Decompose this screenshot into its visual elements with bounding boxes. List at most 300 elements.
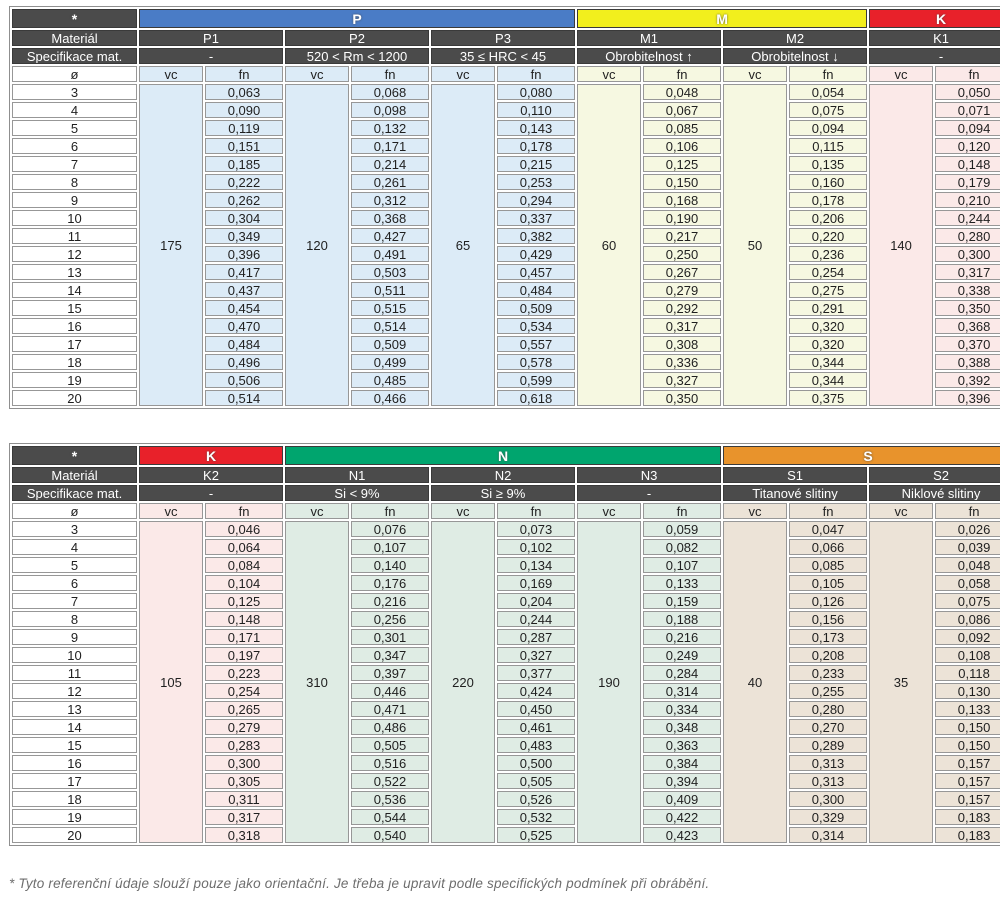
diameter-cell: 8	[12, 174, 137, 190]
fn-value-cell: 0,327	[643, 372, 721, 388]
fn-value-cell: 0,134	[497, 557, 575, 573]
fn-value-cell: 0,470	[205, 318, 283, 334]
fn-value-cell: 0,466	[351, 390, 429, 406]
diameter-cell: 18	[12, 791, 137, 807]
fn-value-cell: 0,082	[643, 539, 721, 555]
diameter-header-cell: ø	[12, 503, 137, 519]
vc-value-N2: 220	[431, 521, 495, 843]
diameter-cell: 3	[12, 521, 137, 537]
vc-value-K1: 140	[869, 84, 933, 406]
fn-header-K1: fn	[935, 66, 1000, 82]
fn-value-cell: 0,125	[643, 156, 721, 172]
diameter-header-cell: ø	[12, 66, 137, 82]
fn-value-cell: 0,133	[935, 701, 1000, 717]
vc-value-N3: 190	[577, 521, 641, 843]
fn-value-cell: 0,505	[351, 737, 429, 753]
fn-value-cell: 0,071	[935, 102, 1000, 118]
fn-value-cell: 0,396	[205, 246, 283, 262]
cutting-data-table-1	[9, 6, 1000, 409]
spec-K1: -	[869, 48, 1000, 64]
cutting-data-table-2	[9, 443, 1000, 846]
fn-value-cell: 0,314	[789, 827, 867, 843]
fn-value-cell: 0,125	[205, 593, 283, 609]
vc-header-S2: vc	[869, 503, 933, 519]
fn-value-cell: 0,368	[351, 210, 429, 226]
spec-P3: 35 ≤ HRC < 45	[431, 48, 575, 64]
fn-value-cell: 0,244	[935, 210, 1000, 226]
fn-value-cell: 0,085	[643, 120, 721, 136]
fn-value-cell: 0,514	[351, 318, 429, 334]
fn-value-cell: 0,397	[351, 665, 429, 681]
fn-value-cell: 0,064	[205, 539, 283, 555]
vc-value-P2: 120	[285, 84, 349, 406]
band-header-K: K	[869, 9, 1000, 28]
fn-value-cell: 0,085	[789, 557, 867, 573]
fn-value-cell: 0,422	[643, 809, 721, 825]
fn-value-cell: 0,363	[643, 737, 721, 753]
band-header-S: S	[723, 446, 1000, 465]
fn-value-cell: 0,578	[497, 354, 575, 370]
fn-value-cell: 0,505	[497, 773, 575, 789]
diameter-cell: 12	[12, 246, 137, 262]
fn-value-cell: 0,169	[497, 575, 575, 591]
fn-value-cell: 0,108	[935, 647, 1000, 663]
fn-value-cell: 0,216	[351, 593, 429, 609]
diameter-cell: 13	[12, 264, 137, 280]
spec-N3: -	[577, 485, 721, 501]
spec-row-label: Specifikace mat.	[12, 48, 137, 64]
material-row-label: Materiál	[12, 30, 137, 46]
fn-value-cell: 0,171	[205, 629, 283, 645]
fn-value-cell: 0,254	[789, 264, 867, 280]
fn-value-cell: 0,250	[643, 246, 721, 262]
fn-value-cell: 0,059	[643, 521, 721, 537]
fn-value-cell: 0,214	[351, 156, 429, 172]
fn-value-cell: 0,190	[643, 210, 721, 226]
fn-value-cell: 0,446	[351, 683, 429, 699]
material-name-K2: K2	[139, 467, 283, 483]
fn-value-cell: 0,536	[351, 791, 429, 807]
fn-value-cell: 0,503	[351, 264, 429, 280]
fn-value-cell: 0,075	[935, 593, 1000, 609]
fn-value-cell: 0,092	[935, 629, 1000, 645]
fn-value-cell: 0,485	[351, 372, 429, 388]
vc-header-N2: vc	[431, 503, 495, 519]
fn-value-cell: 0,496	[205, 354, 283, 370]
fn-value-cell: 0,140	[351, 557, 429, 573]
fn-value-cell: 0,157	[935, 791, 1000, 807]
fn-value-cell: 0,110	[497, 102, 575, 118]
fn-value-cell: 0,522	[351, 773, 429, 789]
star-header-cell: *	[12, 9, 137, 28]
fn-value-cell: 0,253	[497, 174, 575, 190]
fn-value-cell: 0,063	[205, 84, 283, 100]
fn-header-S2: fn	[935, 503, 1000, 519]
fn-value-cell: 0,280	[935, 228, 1000, 244]
tables-container	[9, 6, 991, 846]
fn-value-cell: 0,150	[935, 737, 1000, 753]
fn-value-cell: 0,249	[643, 647, 721, 663]
fn-value-cell: 0,148	[935, 156, 1000, 172]
diameter-cell: 14	[12, 719, 137, 735]
spec-N1: Si < 9%	[285, 485, 429, 501]
fn-value-cell: 0,058	[935, 575, 1000, 591]
fn-value-cell: 0,094	[789, 120, 867, 136]
spec-P2: 520 < Rm < 1200	[285, 48, 429, 64]
diameter-cell: 15	[12, 300, 137, 316]
diameter-cell: 18	[12, 354, 137, 370]
diameter-cell: 8	[12, 611, 137, 627]
fn-value-cell: 0,233	[789, 665, 867, 681]
spec-P1: -	[139, 48, 283, 64]
fn-value-cell: 0,222	[205, 174, 283, 190]
fn-value-cell: 0,183	[935, 827, 1000, 843]
fn-value-cell: 0,599	[497, 372, 575, 388]
diameter-cell: 17	[12, 336, 137, 352]
fn-value-cell: 0,280	[789, 701, 867, 717]
table-row	[12, 521, 1000, 537]
material-name-S2: S2	[869, 467, 1000, 483]
fn-value-cell: 0,437	[205, 282, 283, 298]
fn-value-cell: 0,183	[935, 809, 1000, 825]
fn-value-cell: 0,486	[351, 719, 429, 735]
fn-value-cell: 0,491	[351, 246, 429, 262]
fn-header-N3: fn	[643, 503, 721, 519]
material-name-P1: P1	[139, 30, 283, 46]
spec-M2: Obrobitelnost ↓	[723, 48, 867, 64]
fn-value-cell: 0,457	[497, 264, 575, 280]
diameter-cell: 5	[12, 120, 137, 136]
fn-value-cell: 0,151	[205, 138, 283, 154]
fn-value-cell: 0,119	[205, 120, 283, 136]
fn-value-cell: 0,185	[205, 156, 283, 172]
material-name-N3: N3	[577, 467, 721, 483]
fn-value-cell: 0,305	[205, 773, 283, 789]
fn-value-cell: 0,106	[643, 138, 721, 154]
fn-header-P2: fn	[351, 66, 429, 82]
fn-value-cell: 0,157	[935, 773, 1000, 789]
fn-value-cell: 0,216	[643, 629, 721, 645]
fn-value-cell: 0,039	[935, 539, 1000, 555]
diameter-cell: 16	[12, 318, 137, 334]
fn-value-cell: 0,287	[497, 629, 575, 645]
fn-header-M2: fn	[789, 66, 867, 82]
fn-value-cell: 0,178	[789, 192, 867, 208]
fn-value-cell: 0,394	[643, 773, 721, 789]
fn-value-cell: 0,515	[351, 300, 429, 316]
fn-value-cell: 0,499	[351, 354, 429, 370]
vc-header-P3: vc	[431, 66, 495, 82]
fn-value-cell: 0,320	[789, 336, 867, 352]
vc-header-P1: vc	[139, 66, 203, 82]
diameter-cell: 7	[12, 156, 137, 172]
footnote: * Tyto referenční údaje slouží pouze jako orientační. Je třeba je upravit podle specifických podmínek při obrábění.	[9, 876, 710, 891]
material-name-S1: S1	[723, 467, 867, 483]
fn-value-cell: 0,118	[935, 665, 1000, 681]
diameter-cell: 7	[12, 593, 137, 609]
diameter-cell: 4	[12, 102, 137, 118]
fn-value-cell: 0,294	[497, 192, 575, 208]
material-row-label: Materiál	[12, 467, 137, 483]
diameter-cell: 10	[12, 647, 137, 663]
vc-value-K2: 105	[139, 521, 203, 843]
fn-value-cell: 0,256	[351, 611, 429, 627]
fn-value-cell: 0,279	[205, 719, 283, 735]
vc-header-P2: vc	[285, 66, 349, 82]
fn-value-cell: 0,148	[205, 611, 283, 627]
fn-value-cell: 0,417	[205, 264, 283, 280]
fn-value-cell: 0,506	[205, 372, 283, 388]
fn-value-cell: 0,557	[497, 336, 575, 352]
fn-value-cell: 0,338	[935, 282, 1000, 298]
fn-value-cell: 0,171	[351, 138, 429, 154]
fn-header-P3: fn	[497, 66, 575, 82]
band-header-M: M	[577, 9, 867, 28]
fn-value-cell: 0,368	[935, 318, 1000, 334]
fn-value-cell: 0,454	[205, 300, 283, 316]
diameter-cell: 9	[12, 629, 137, 645]
fn-value-cell: 0,168	[643, 192, 721, 208]
fn-value-cell: 0,160	[789, 174, 867, 190]
fn-value-cell: 0,178	[497, 138, 575, 154]
fn-value-cell: 0,301	[351, 629, 429, 645]
fn-value-cell: 0,173	[789, 629, 867, 645]
fn-value-cell: 0,143	[497, 120, 575, 136]
fn-value-cell: 0,086	[935, 611, 1000, 627]
fn-value-cell: 0,197	[205, 647, 283, 663]
spec-M1: Obrobitelnost ↑	[577, 48, 721, 64]
vc-header-N3: vc	[577, 503, 641, 519]
vc-header-S1: vc	[723, 503, 787, 519]
vc-header-K1: vc	[869, 66, 933, 82]
fn-value-cell: 0,283	[205, 737, 283, 753]
fn-value-cell: 0,120	[935, 138, 1000, 154]
band-header-K: K	[139, 446, 283, 465]
table-row	[12, 84, 1000, 100]
fn-value-cell: 0,424	[497, 683, 575, 699]
fn-header-M1: fn	[643, 66, 721, 82]
diameter-cell: 10	[12, 210, 137, 226]
diameter-cell: 15	[12, 737, 137, 753]
fn-value-cell: 0,392	[935, 372, 1000, 388]
vc-value-S1: 40	[723, 521, 787, 843]
spec-row-label: Specifikace mat.	[12, 485, 137, 501]
fn-value-cell: 0,159	[643, 593, 721, 609]
diameter-cell: 12	[12, 683, 137, 699]
fn-value-cell: 0,275	[789, 282, 867, 298]
fn-value-cell: 0,314	[643, 683, 721, 699]
spec-K2: -	[139, 485, 283, 501]
fn-value-cell: 0,377	[497, 665, 575, 681]
fn-value-cell: 0,291	[789, 300, 867, 316]
fn-value-cell: 0,107	[643, 557, 721, 573]
fn-value-cell: 0,300	[935, 246, 1000, 262]
fn-value-cell: 0,067	[643, 102, 721, 118]
fn-value-cell: 0,329	[789, 809, 867, 825]
fn-value-cell: 0,217	[643, 228, 721, 244]
fn-value-cell: 0,320	[789, 318, 867, 334]
fn-value-cell: 0,509	[351, 336, 429, 352]
fn-header-S1: fn	[789, 503, 867, 519]
vc-header-N1: vc	[285, 503, 349, 519]
fn-value-cell: 0,471	[351, 701, 429, 717]
fn-value-cell: 0,244	[497, 611, 575, 627]
fn-value-cell: 0,279	[643, 282, 721, 298]
fn-value-cell: 0,210	[935, 192, 1000, 208]
diameter-cell: 6	[12, 575, 137, 591]
band-header-P: P	[139, 9, 575, 28]
fn-value-cell: 0,344	[789, 372, 867, 388]
fn-value-cell: 0,334	[643, 701, 721, 717]
fn-header-N1: fn	[351, 503, 429, 519]
spec-S1: Titanové slitiny	[723, 485, 867, 501]
fn-value-cell: 0,311	[205, 791, 283, 807]
fn-value-cell: 0,236	[789, 246, 867, 262]
star-header-cell: *	[12, 446, 137, 465]
fn-value-cell: 0,107	[351, 539, 429, 555]
fn-value-cell: 0,054	[789, 84, 867, 100]
material-name-N1: N1	[285, 467, 429, 483]
fn-value-cell: 0,483	[497, 737, 575, 753]
fn-value-cell: 0,348	[643, 719, 721, 735]
diameter-cell: 17	[12, 773, 137, 789]
material-name-M2: M2	[723, 30, 867, 46]
fn-value-cell: 0,048	[643, 84, 721, 100]
fn-value-cell: 0,382	[497, 228, 575, 244]
vc-value-M2: 50	[723, 84, 787, 406]
fn-value-cell: 0,312	[351, 192, 429, 208]
diameter-cell: 5	[12, 557, 137, 573]
spec-N2: Si ≥ 9%	[431, 485, 575, 501]
diameter-cell: 11	[12, 228, 137, 244]
diameter-cell: 4	[12, 539, 137, 555]
material-name-N2: N2	[431, 467, 575, 483]
fn-value-cell: 0,115	[789, 138, 867, 154]
fn-value-cell: 0,544	[351, 809, 429, 825]
diameter-cell: 20	[12, 827, 137, 843]
fn-value-cell: 0,292	[643, 300, 721, 316]
vc-value-M1: 60	[577, 84, 641, 406]
diameter-cell: 6	[12, 138, 137, 154]
material-name-K1: K1	[869, 30, 1000, 46]
diameter-cell: 3	[12, 84, 137, 100]
fn-value-cell: 0,313	[789, 755, 867, 771]
vc-header-M1: vc	[577, 66, 641, 82]
fn-value-cell: 0,344	[789, 354, 867, 370]
fn-value-cell: 0,300	[789, 791, 867, 807]
fn-value-cell: 0,267	[643, 264, 721, 280]
diameter-cell: 9	[12, 192, 137, 208]
fn-value-cell: 0,484	[497, 282, 575, 298]
fn-value-cell: 0,317	[935, 264, 1000, 280]
fn-value-cell: 0,090	[205, 102, 283, 118]
fn-value-cell: 0,076	[351, 521, 429, 537]
fn-value-cell: 0,150	[935, 719, 1000, 735]
fn-value-cell: 0,080	[497, 84, 575, 100]
fn-value-cell: 0,349	[205, 228, 283, 244]
vc-header-M2: vc	[723, 66, 787, 82]
fn-value-cell: 0,300	[205, 755, 283, 771]
fn-value-cell: 0,130	[935, 683, 1000, 699]
fn-value-cell: 0,098	[351, 102, 429, 118]
fn-value-cell: 0,206	[789, 210, 867, 226]
fn-value-cell: 0,261	[351, 174, 429, 190]
fn-value-cell: 0,208	[789, 647, 867, 663]
diameter-cell: 19	[12, 372, 137, 388]
fn-value-cell: 0,347	[351, 647, 429, 663]
fn-value-cell: 0,337	[497, 210, 575, 226]
fn-value-cell: 0,126	[789, 593, 867, 609]
fn-value-cell: 0,270	[789, 719, 867, 735]
fn-value-cell: 0,223	[205, 665, 283, 681]
diameter-cell: 11	[12, 665, 137, 681]
fn-value-cell: 0,262	[205, 192, 283, 208]
material-name-P2: P2	[285, 30, 429, 46]
fn-value-cell: 0,255	[789, 683, 867, 699]
fn-value-cell: 0,525	[497, 827, 575, 843]
fn-value-cell: 0,427	[351, 228, 429, 244]
fn-value-cell: 0,396	[935, 390, 1000, 406]
fn-value-cell: 0,375	[789, 390, 867, 406]
fn-value-cell: 0,132	[351, 120, 429, 136]
fn-header-P1: fn	[205, 66, 283, 82]
band-header-N: N	[285, 446, 721, 465]
fn-value-cell: 0,532	[497, 809, 575, 825]
fn-value-cell: 0,094	[935, 120, 1000, 136]
fn-value-cell: 0,156	[789, 611, 867, 627]
fn-value-cell: 0,423	[643, 827, 721, 843]
diameter-cell: 20	[12, 390, 137, 406]
fn-value-cell: 0,135	[789, 156, 867, 172]
diameter-cell: 19	[12, 809, 137, 825]
fn-value-cell: 0,265	[205, 701, 283, 717]
fn-value-cell: 0,066	[789, 539, 867, 555]
fn-header-K2: fn	[205, 503, 283, 519]
fn-value-cell: 0,284	[643, 665, 721, 681]
fn-value-cell: 0,047	[789, 521, 867, 537]
fn-value-cell: 0,204	[497, 593, 575, 609]
fn-value-cell: 0,450	[497, 701, 575, 717]
fn-value-cell: 0,075	[789, 102, 867, 118]
fn-value-cell: 0,370	[935, 336, 1000, 352]
fn-value-cell: 0,289	[789, 737, 867, 753]
diameter-cell: 13	[12, 701, 137, 717]
fn-value-cell: 0,104	[205, 575, 283, 591]
fn-value-cell: 0,179	[935, 174, 1000, 190]
fn-value-cell: 0,526	[497, 791, 575, 807]
fn-value-cell: 0,318	[205, 827, 283, 843]
fn-value-cell: 0,220	[789, 228, 867, 244]
fn-value-cell: 0,509	[497, 300, 575, 316]
fn-value-cell: 0,500	[497, 755, 575, 771]
vc-value-P3: 65	[431, 84, 495, 406]
fn-value-cell: 0,073	[497, 521, 575, 537]
fn-value-cell: 0,150	[643, 174, 721, 190]
fn-header-N2: fn	[497, 503, 575, 519]
fn-value-cell: 0,327	[497, 647, 575, 663]
fn-value-cell: 0,350	[643, 390, 721, 406]
fn-value-cell: 0,084	[205, 557, 283, 573]
fn-value-cell: 0,516	[351, 755, 429, 771]
fn-value-cell: 0,409	[643, 791, 721, 807]
spec-S2: Niklové slitiny	[869, 485, 1000, 501]
fn-value-cell: 0,511	[351, 282, 429, 298]
diameter-cell: 14	[12, 282, 137, 298]
fn-value-cell: 0,026	[935, 521, 1000, 537]
fn-value-cell: 0,317	[643, 318, 721, 334]
fn-value-cell: 0,105	[789, 575, 867, 591]
fn-value-cell: 0,388	[935, 354, 1000, 370]
